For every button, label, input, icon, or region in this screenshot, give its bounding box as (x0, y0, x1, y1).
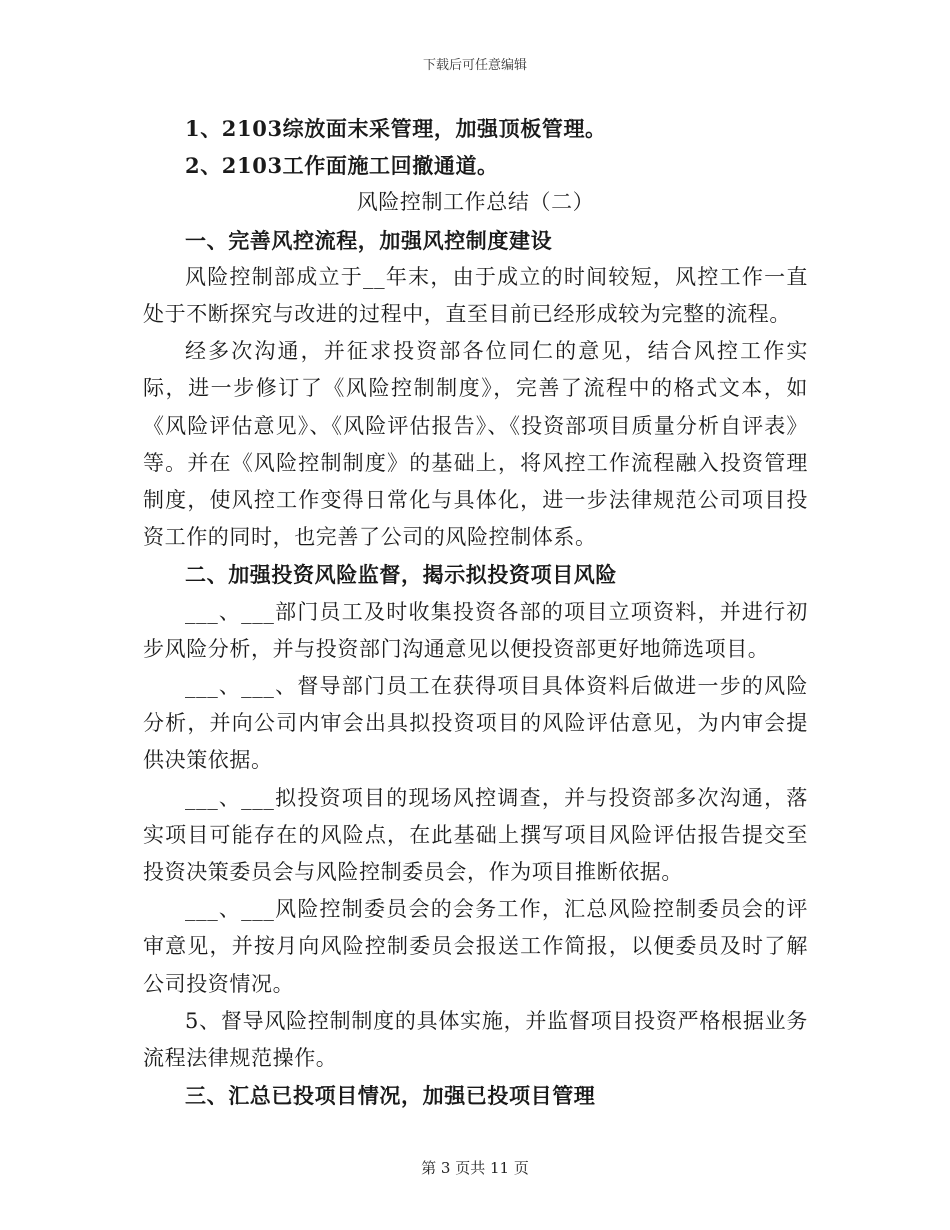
document-title: 风险控制工作总结（二） (356, 190, 595, 215)
section-heading: 一、完善风控流程，加强风控制度建设 (185, 227, 553, 253)
paragraph: ___、___拟投资项目的现场风控调查，并与投资部多次沟通，落实项目可能存在的风险点，在此基础上撰写项目风险评估报告提交至投资决策委员会与风险控制委员会，作为项目推断依据。 (143, 785, 808, 884)
paragraph: 5、督导风险控制制度的具体实施，并监督项目投资严格根据业务流程法律规范操作。 (143, 1008, 808, 1071)
paragraph: 风险控制部成立于__年末，由于成立的时间较短，风控工作一直处于不断探究与改进的过程中，直至目前已经形成较为完整的流程。 (143, 264, 808, 326)
paragraph: ___、___部门员工及时收集投资各部的项目立项资料，并进行初步风险分析，并与投资部门沟通意见以便投资部更好地筛选项目。 (143, 599, 808, 661)
page-number: 第 3 页共 11 页 (421, 1159, 529, 1177)
paragraph: ___、___风险控制委员会的会务工作，汇总风险控制委员会的评审意见，并按月向风险控制委员会报送工作简报，以便委员及时了解公司投资情况。 (143, 897, 808, 996)
section-heading: 三、汇总已投项目情况，加强已投项目管理 (185, 1083, 596, 1109)
intro-item: 1、2103综放面末采管理，加强顶板管理。 (185, 116, 607, 141)
paragraph: 经多次沟通，并征求投资部各位同仁的意见，结合风控工作实际，进一步修订了《风险控制制度》，完善了流程中的格式文本，如《风险评估意见》、《风险评估报告》、《投资部项目质量分析自评表》等。并在《风险控制制度》的基础上，将风控工作流程融入投资管理制度，使风控工作变得日常化与具体化，进一步法律规范公司项目投资工作的同时，也完善了公司的风险控制体系。 (143, 339, 808, 550)
intro-item: 2、2103工作面施工回撤通道。 (185, 153, 499, 179)
paragraph: ___、___、督导部门员工在获得项目具体资料后做进一步的风险分析，并向公司内审会出具拟投资项目的风险评估意见，为内审会提供决策依据。 (143, 673, 808, 773)
page-header-note: 下载后可任意编辑 (422, 58, 527, 73)
section-heading: 二、加强投资风险监督，揭示拟投资项目风险 (185, 562, 617, 588)
document-body (143, 110, 808, 1114)
